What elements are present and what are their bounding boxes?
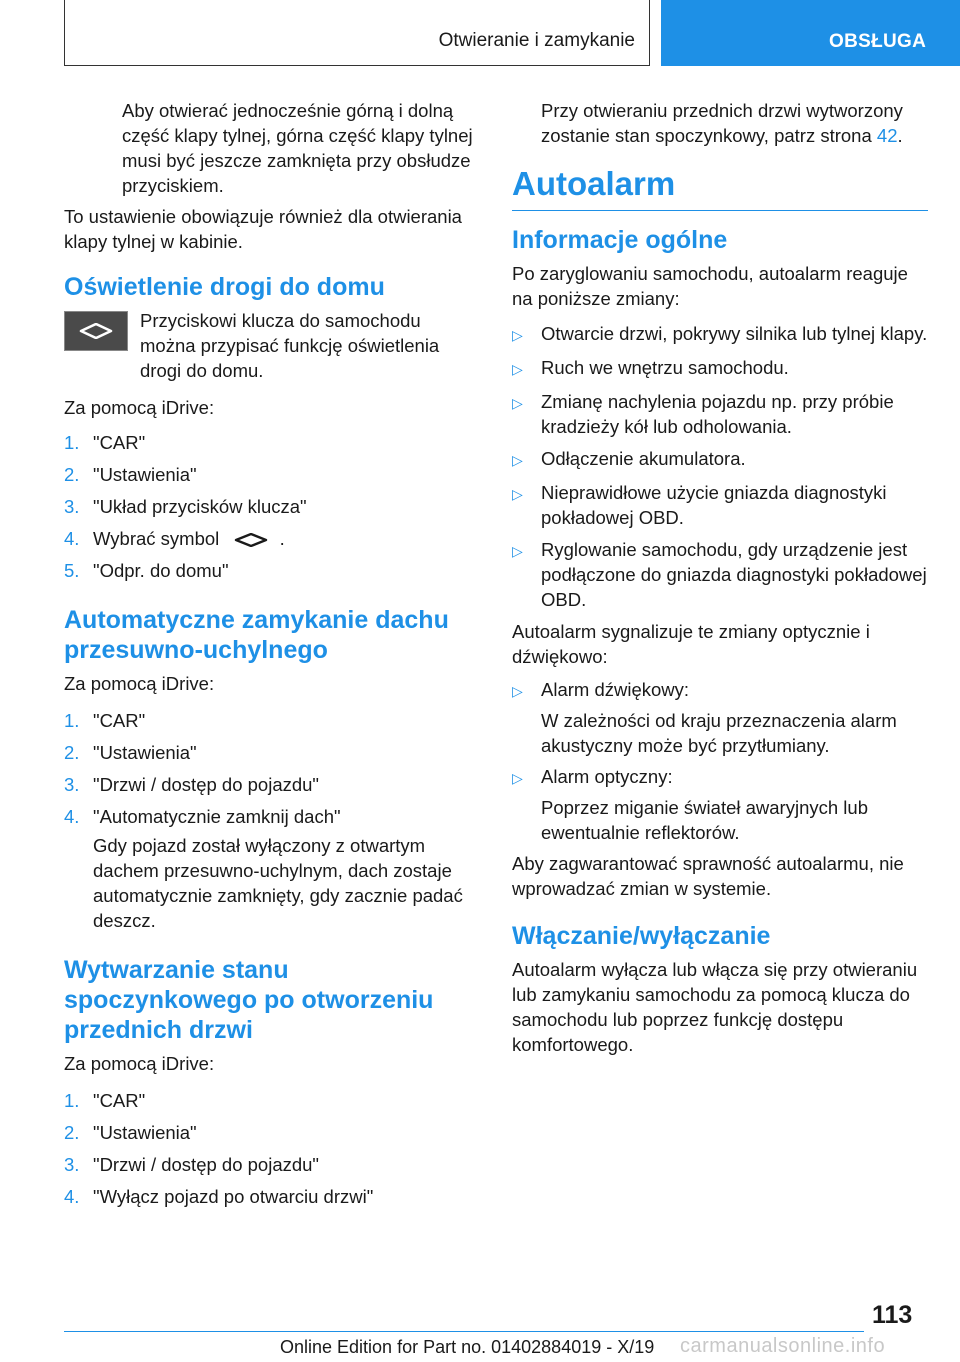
list-item: ▷ Otwarcie drzwi, pokrywy silnika lub tylnej klapy. <box>512 321 928 348</box>
list-item: ▷ Odłączenie akumulatora. <box>512 446 928 473</box>
triangle-bullet-icon: ▷ <box>512 361 523 377</box>
section-heading-home-lighting: Oświetlenie drogi do domu <box>64 273 385 301</box>
page-reference-link[interactable]: 42 <box>876 125 898 146</box>
header-chapter-tab[interactable] <box>661 0 960 66</box>
header-title-box <box>64 0 650 66</box>
list-item: ▷ Ryglowanie samochodu, gdy urządzenie jest podłączone do gniazda diagnostyki pokładowej OBD. <box>512 539 927 610</box>
header-section-title: Otwieranie i zamykanie <box>438 30 635 51</box>
idle-state-note: Przy otwieraniu przednich drzwi wytworzony zostanie stan spoczynkowy, patrz strona 42. <box>541 100 903 146</box>
warning-paragraph: Aby zagwarantować sprawność autoalarmu, nie wprowadzać zmian w systemie. <box>512 853 904 899</box>
list-item: ▷ Zmianę nachylenia pojazdu np. przy próbie kradzieży kół lub odholowania. <box>512 391 894 437</box>
header-chapter-label: OBSŁUGA <box>829 31 927 52</box>
list-item: 1. "CAR" <box>64 710 146 731</box>
list-item: 2. "Ustawienia" <box>64 464 197 485</box>
chapter-heading-autoalarm: Autoalarm <box>512 164 928 211</box>
list-item: 3. "Układ przycisków klucza" <box>64 496 307 517</box>
list-item: 4. "Automatycznie zamknij dach" <box>64 806 341 827</box>
idrive-label: Za pomocą iDrive: <box>64 1053 215 1074</box>
list-item: ▷ Alarm optyczny: <box>512 764 928 791</box>
auto-roof-note: Gdy pojazd został wyłączony z otwartym dachem przesuwno-uchylnym, dach zostaje automatycznie zamknięty, gdy zacznie padać deszcz. <box>93 835 463 931</box>
section-heading-on-off: Włączanie/wyłączanie <box>512 922 771 950</box>
section-heading-general-info: Informacje ogólne <box>512 226 728 254</box>
left-column <box>64 98 480 1216</box>
list-item: 2. "Ustawienia" <box>64 742 197 763</box>
triangle-bullet-icon: ▷ <box>512 486 523 502</box>
list-item: 5. "Odpr. do domu" <box>64 560 229 581</box>
acoustic-alarm-note: W zależności od kraju przeznaczenia alarm akustyczny może być przytłumiany. <box>541 710 897 756</box>
list-item: ▷ Alarm dźwiękowy: <box>512 677 928 704</box>
list-item: 2. "Ustawienia" <box>64 1122 197 1143</box>
list-item: 3. "Drzwi / dostęp do pojazdu" <box>64 1154 320 1175</box>
list-item: 4. Wybrać symbol . <box>64 528 285 549</box>
intro-paragraph: To ustawienie obowiązuje również dla otwierania klapy tylnej w kabinie. <box>64 206 462 252</box>
list-item: ▷ Ruch we wnętrzu samochodu. <box>512 355 928 382</box>
page-number: 113 <box>872 1301 913 1329</box>
optical-alarm-note: Poprzez miganie świateł awaryjnych lub ewentualnie reflektorów. <box>541 797 868 843</box>
list-item: 1. "CAR" <box>64 1090 146 1111</box>
section-heading-idle-state: Wytwarzanie stanu spoczynkowego po otworzeniu przednich drzwi <box>64 956 434 1044</box>
home-lighting-symbol-icon <box>234 533 268 547</box>
on-off-paragraph: Autoalarm wyłącza lub włącza się przy otwieraniu lub zamykaniu samochodu za pomocą klucza do samochodu lub poprzez funkcję dostępu komfortowego. <box>512 959 918 1055</box>
list-item: 4. "Wyłącz pojazd po otwarciu drzwi" <box>64 1186 374 1207</box>
triangle-bullet-icon: ▷ <box>512 452 523 468</box>
list-item: 3. "Drzwi / dostęp do pojazdu" <box>64 774 320 795</box>
key-button-text: Przyciskowi klucza do samochodu można przypisać funkcję oświetlenia drogi do domu. <box>140 310 440 381</box>
key-button-icon <box>64 311 128 351</box>
triangle-bullet-icon: ▷ <box>512 770 523 786</box>
idrive-label: Za pomocą iDrive: <box>64 397 215 418</box>
triangle-bullet-icon: ▷ <box>512 683 523 699</box>
triangle-bullet-icon: ▷ <box>512 395 523 411</box>
section-heading-auto-roof: Automatyczne zamykanie dachu przesuwno-uchylnego <box>64 606 449 664</box>
signal-paragraph: Autoalarm sygnalizuje te zmiany optycznie i dźwiękowo: <box>512 621 870 667</box>
footer-edition: Online Edition for Part no. 01402884019 - X/19 <box>280 1337 655 1357</box>
list-item: 1. "CAR" <box>64 432 146 453</box>
list-item: ▷ Nieprawidłowe użycie gniazda diagnostyki pokładowej OBD. <box>512 482 887 528</box>
watermark: carmanualsonline.info <box>680 1335 886 1357</box>
footer-divider <box>64 1331 864 1332</box>
intro-note: Aby otwierać jednocześnie górną i dolną część klapy tylnej, górna część klapy tylnej musi być jeszcze zamknięta przy obsłudze przyciskiem. <box>122 100 473 196</box>
triangle-bullet-icon: ▷ <box>512 327 523 343</box>
right-column <box>512 98 928 1063</box>
general-info-paragraph: Po zaryglowaniu samochodu, autoalarm reaguje na poniższe zmiany: <box>512 263 908 309</box>
triangle-bullet-icon: ▷ <box>512 543 523 559</box>
idrive-label: Za pomocą iDrive: <box>64 673 215 694</box>
key-button-row <box>64 308 480 383</box>
